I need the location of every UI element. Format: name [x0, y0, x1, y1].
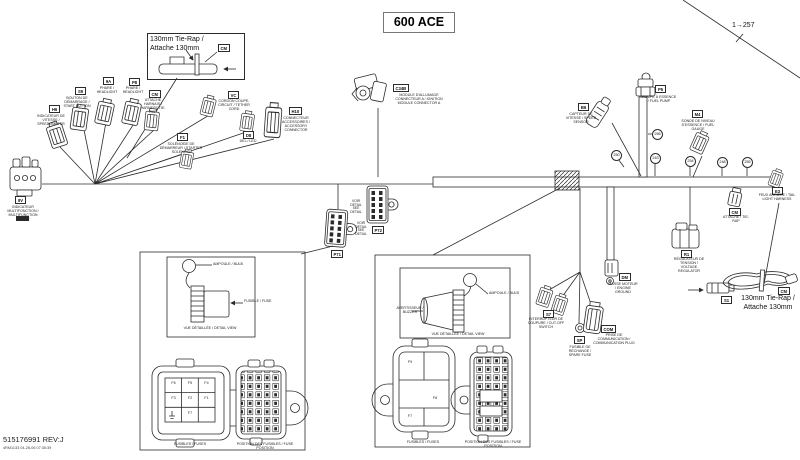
tag-m4: M4 — [692, 110, 703, 118]
caption-c34b: MODULE D'ALLUMAGE CONNECTEUR A / IGNITION MODULE CONNECTOR A — [395, 93, 443, 106]
detail-left-holder-label: FUSIBLE / FUSE — [244, 299, 272, 303]
detail-left-inner-caption: VUE DÉTAILLÉE / DETAIL VIEW — [183, 326, 237, 330]
caption-s7: INTERRUPTEUR DE COUPURE / CUT-OFF SWITCH — [527, 317, 565, 330]
ref-255: 255 — [742, 157, 753, 168]
detail-left-caption-positions: POSITION DES FUSIBLES / FUSE POSITION — [236, 442, 294, 451]
ref-254: 254 — [685, 156, 696, 167]
fuel-pump-drawing — [636, 73, 655, 96]
detail-box-left — [140, 252, 308, 450]
caption-p8: PHARE / HEADLIGHT — [122, 86, 144, 95]
caption-vc: CORDON COUPE-CIRCUIT / TETHER CORD — [218, 99, 250, 112]
tag-e3: E3 — [772, 187, 783, 195]
tag-gauge: 9V — [15, 196, 26, 204]
detail-right-caption-fuses: FUSIBLES / FUSES — [406, 440, 440, 444]
tag-r1: R1 — [681, 250, 692, 258]
tag-9a: 9A — [103, 77, 114, 85]
tie-rap-callout-text-top: 130mm Tie-Rap / Attache 130mm — [150, 36, 204, 52]
tag-cm-cable: CM — [778, 287, 790, 295]
tag-cm1: CM — [149, 90, 161, 98]
tie-rap-callout-text-bottom: 130mm Tie-Rap / Attache 130mm — [741, 295, 795, 311]
tag-c34b: C34B — [393, 84, 409, 92]
fuse-cell: F2 — [187, 396, 193, 400]
tag-p8: P8 — [129, 78, 140, 86]
ref-243: 243 — [650, 153, 661, 164]
ground-drawing — [605, 260, 618, 285]
tag-d8: D8 — [243, 131, 254, 139]
fuse-cell: F3 — [171, 396, 176, 400]
tag-cm2: CM — [729, 208, 741, 216]
fuse-cell: F9 — [407, 360, 413, 364]
tag-f1: F1 — [177, 133, 188, 141]
tie-rap-drawing — [727, 187, 742, 207]
caption-dm: MASSE MOTEUR / ENGINE GROUND — [608, 282, 638, 295]
part-number: 515176991 REV:J — [3, 435, 64, 444]
tag-p72: P72 — [372, 226, 384, 234]
ignition-module-drawing — [352, 74, 387, 103]
fuse-cell: F5 — [187, 381, 193, 385]
tag-sp: SP — [574, 336, 585, 344]
caption-h10: CONNECTEUR ACCESSOIRES / ACCESSORY CONNECTOR — [282, 116, 310, 133]
detail-right-inner-caption: VUE DÉTAILLÉE / DETAIL VIEW — [431, 332, 485, 336]
caption-r1: RÉGULATEUR DE TENSION / VOLTAGE REGULATOR — [673, 257, 705, 274]
fuse-cell: F7 — [407, 414, 413, 418]
main-harness-tube — [433, 177, 775, 187]
ref-250: 250 — [611, 150, 622, 161]
fuse-cell: F8 — [432, 396, 438, 400]
regulator-drawing — [672, 223, 699, 248]
caption-sp: FUSIBLE DE RECHANGE / SPARE FUSE — [568, 345, 592, 358]
note-p71-see-detail: VOIR DÉTAIL SEE DETAIL — [355, 221, 367, 237]
line-work — [10, 0, 800, 450]
tag-p71: P71 — [331, 250, 343, 258]
caption-gauge: INDICATEUR MULTIFONCTION / MULTIFUNCTION GAUGE — [7, 205, 39, 222]
caption-s9: BOUTON DE DÉMARRAGE / START BUTTON — [63, 96, 91, 109]
caption-com: PRISE DE COMMUNICATION / COMMUNICATION PLUG — [593, 333, 635, 346]
caption-m4: SONDE DE NIVEAU D'ESSENCE / FUEL GAUGE — [681, 119, 715, 132]
caption-f1: SOLÉNOÏDE DE DÉMARREUR / STARTER SOLENOID — [159, 142, 203, 155]
harness-wrap-section — [555, 171, 579, 190]
caption-9a: PHARE / HEADLIGHT — [96, 86, 118, 95]
detail-box-right — [372, 255, 530, 447]
tag-h10: H10 — [289, 107, 302, 115]
detail-right-bulb-label: AMPOULE / BULB — [489, 291, 519, 295]
ref-256: 256 — [652, 129, 663, 140]
page-ref-label: 1→257 — [732, 22, 755, 29]
caption-cm2: ATTACHE / TIE-RAP — [723, 215, 749, 224]
fuse-cell: F6 — [171, 381, 176, 385]
ref-248: 248 — [717, 157, 728, 168]
fuse-cell: F7 — [187, 411, 193, 415]
caption-p5: POMPE À ESSENCE / FUEL PUMP — [641, 95, 677, 104]
tag-p5: P5 — [655, 85, 666, 93]
fuse-cell: F1 — [204, 396, 209, 400]
tag-cm-callout: CM — [218, 44, 230, 52]
caption-cm1: ATTACHE HARNAIS / HARNESS TIE-RAP — [140, 98, 166, 115]
detail-right-buzzer-label: AVERTISSEUR / BUZZER — [396, 306, 424, 315]
tag-dm: DM — [619, 273, 631, 281]
tag-s7: S7 — [543, 310, 554, 318]
tag-b6: B6 — [578, 103, 589, 111]
fuse-cell: F4 — [204, 381, 209, 385]
tag-s1: S1 — [721, 296, 732, 304]
page-title: 600 ACE — [383, 12, 455, 33]
caption-b6: CAPTEUR DE VITESSE / SPEED SENSOR — [565, 112, 597, 125]
detail-left-bulb-label: AMPOULE / BULB — [213, 262, 243, 266]
tag-h6: H6 — [49, 105, 60, 113]
caption-e3: FEUX ARRIÈRE / TAIL LIGHT HARNESS — [758, 193, 796, 202]
tag-com: COM — [601, 325, 616, 333]
caption-h6: INDICATEUR DE VITESSE / SPEEDOMETER — [37, 114, 65, 127]
tag-vc: VC — [228, 91, 239, 99]
tag-s9: S9 — [75, 87, 86, 95]
detail-left-caption-fuses: FUSIBLES / FUSES — [173, 442, 207, 446]
note-p72-see-detail: VOIR DÉTAIL SEE DETAIL — [350, 199, 362, 215]
print-stamp: 4RM1133 04-26-06 07:36:39 — [3, 446, 52, 450]
caption-d8: DEL / LED — [239, 139, 257, 143]
detail-right-caption-positions: POSITION DES FUSIBLES / FUSE POSITION — [464, 440, 522, 449]
